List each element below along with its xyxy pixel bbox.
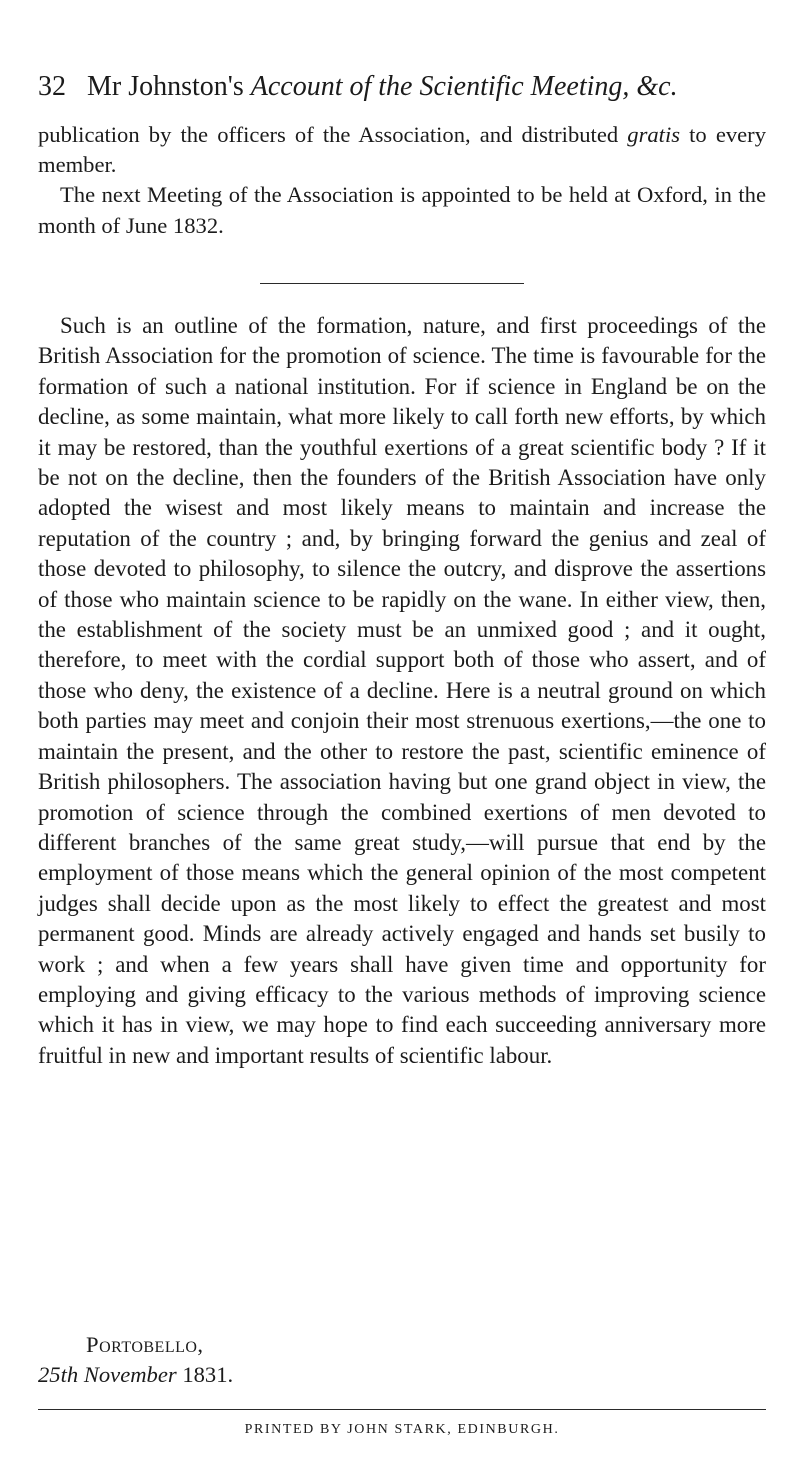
signoff-date bbox=[38, 1360, 766, 1390]
printer-imprint: PRINTED BY JOHN STARK, EDINBURGH. bbox=[244, 1422, 560, 1437]
paragraph-text: to every member. bbox=[38, 122, 767, 178]
paragraph-outline: Such is an outline of the formation, nature, and first proceedings of the British Association for the promotion of science. The time is favourable for the formation of such a national institution. For if science in England be on the decline, as some maintain, what more likely to call forth new efforts, by which it may be restored, than the youthful exertions of a great scientific body ? If it be not on the decline, then the founders of the British Association have only adopted the wisest and most likely means to maintain and increase the reputation of the country ; and, by bringing forward the genius and zeal of those devoted to philosophy, to silence the outcry, and disprove the assertions of those who maintain science to be rapidly on the wane. In either view, then, the establishment of the society must be an unmixed good ; and it ought, therefore, to meet with the cordial support both of those who assert, and of those who deny, the existence of a decline. Here is a neutral ground on which both parties may meet and conjoin their most strenuous exertions,—the one to maintain the present, and the other to restore the past, scientific eminence of British philosophers. The association having but one grand object in view, the promotion of science through the combined exertions of men devoted to different branches of the same great study,—will pursue that end by the employment of those means which the general opinion of the most competent judges shall decide upon as the most likely to effect the greatest and most permanent good. Minds are already actively engaged and hands set busily to work ; and when a few years shall have given time and opportunity for employing and giving efficacy to the various methods of improving science which it has in view, we may hope to find each succeeding anniversary more fruitful in new and important results of scientific labour. bbox=[38, 313, 766, 1068]
running-head-etc: &c. bbox=[636, 71, 678, 102]
footer-divider bbox=[38, 1409, 766, 1410]
paragraph-publication bbox=[38, 120, 766, 180]
paragraph-text: publication by the officers of the Association, and distributed bbox=[38, 122, 628, 147]
main-text bbox=[38, 311, 766, 1071]
running-head bbox=[38, 70, 766, 104]
signoff-year: 1831. bbox=[176, 1362, 234, 1388]
section-divider bbox=[260, 283, 524, 284]
running-head-author: Mr Johnston's bbox=[87, 71, 244, 102]
running-head-title: Account of the Scientific Meeting, bbox=[250, 71, 630, 102]
page-number: 32 bbox=[38, 71, 66, 102]
signoff-date-text: 25th November bbox=[38, 1362, 177, 1388]
italic-word: gratis bbox=[627, 122, 681, 147]
paragraph-next-meeting: The next Meeting of the Association is appointed to be held at Oxford, in the month of June 1832. bbox=[38, 182, 766, 238]
book-page bbox=[38, 0, 766, 1470]
opening-text bbox=[38, 120, 766, 241]
signoff-place: Portobello, bbox=[86, 1332, 204, 1357]
signoff bbox=[38, 1330, 766, 1390]
